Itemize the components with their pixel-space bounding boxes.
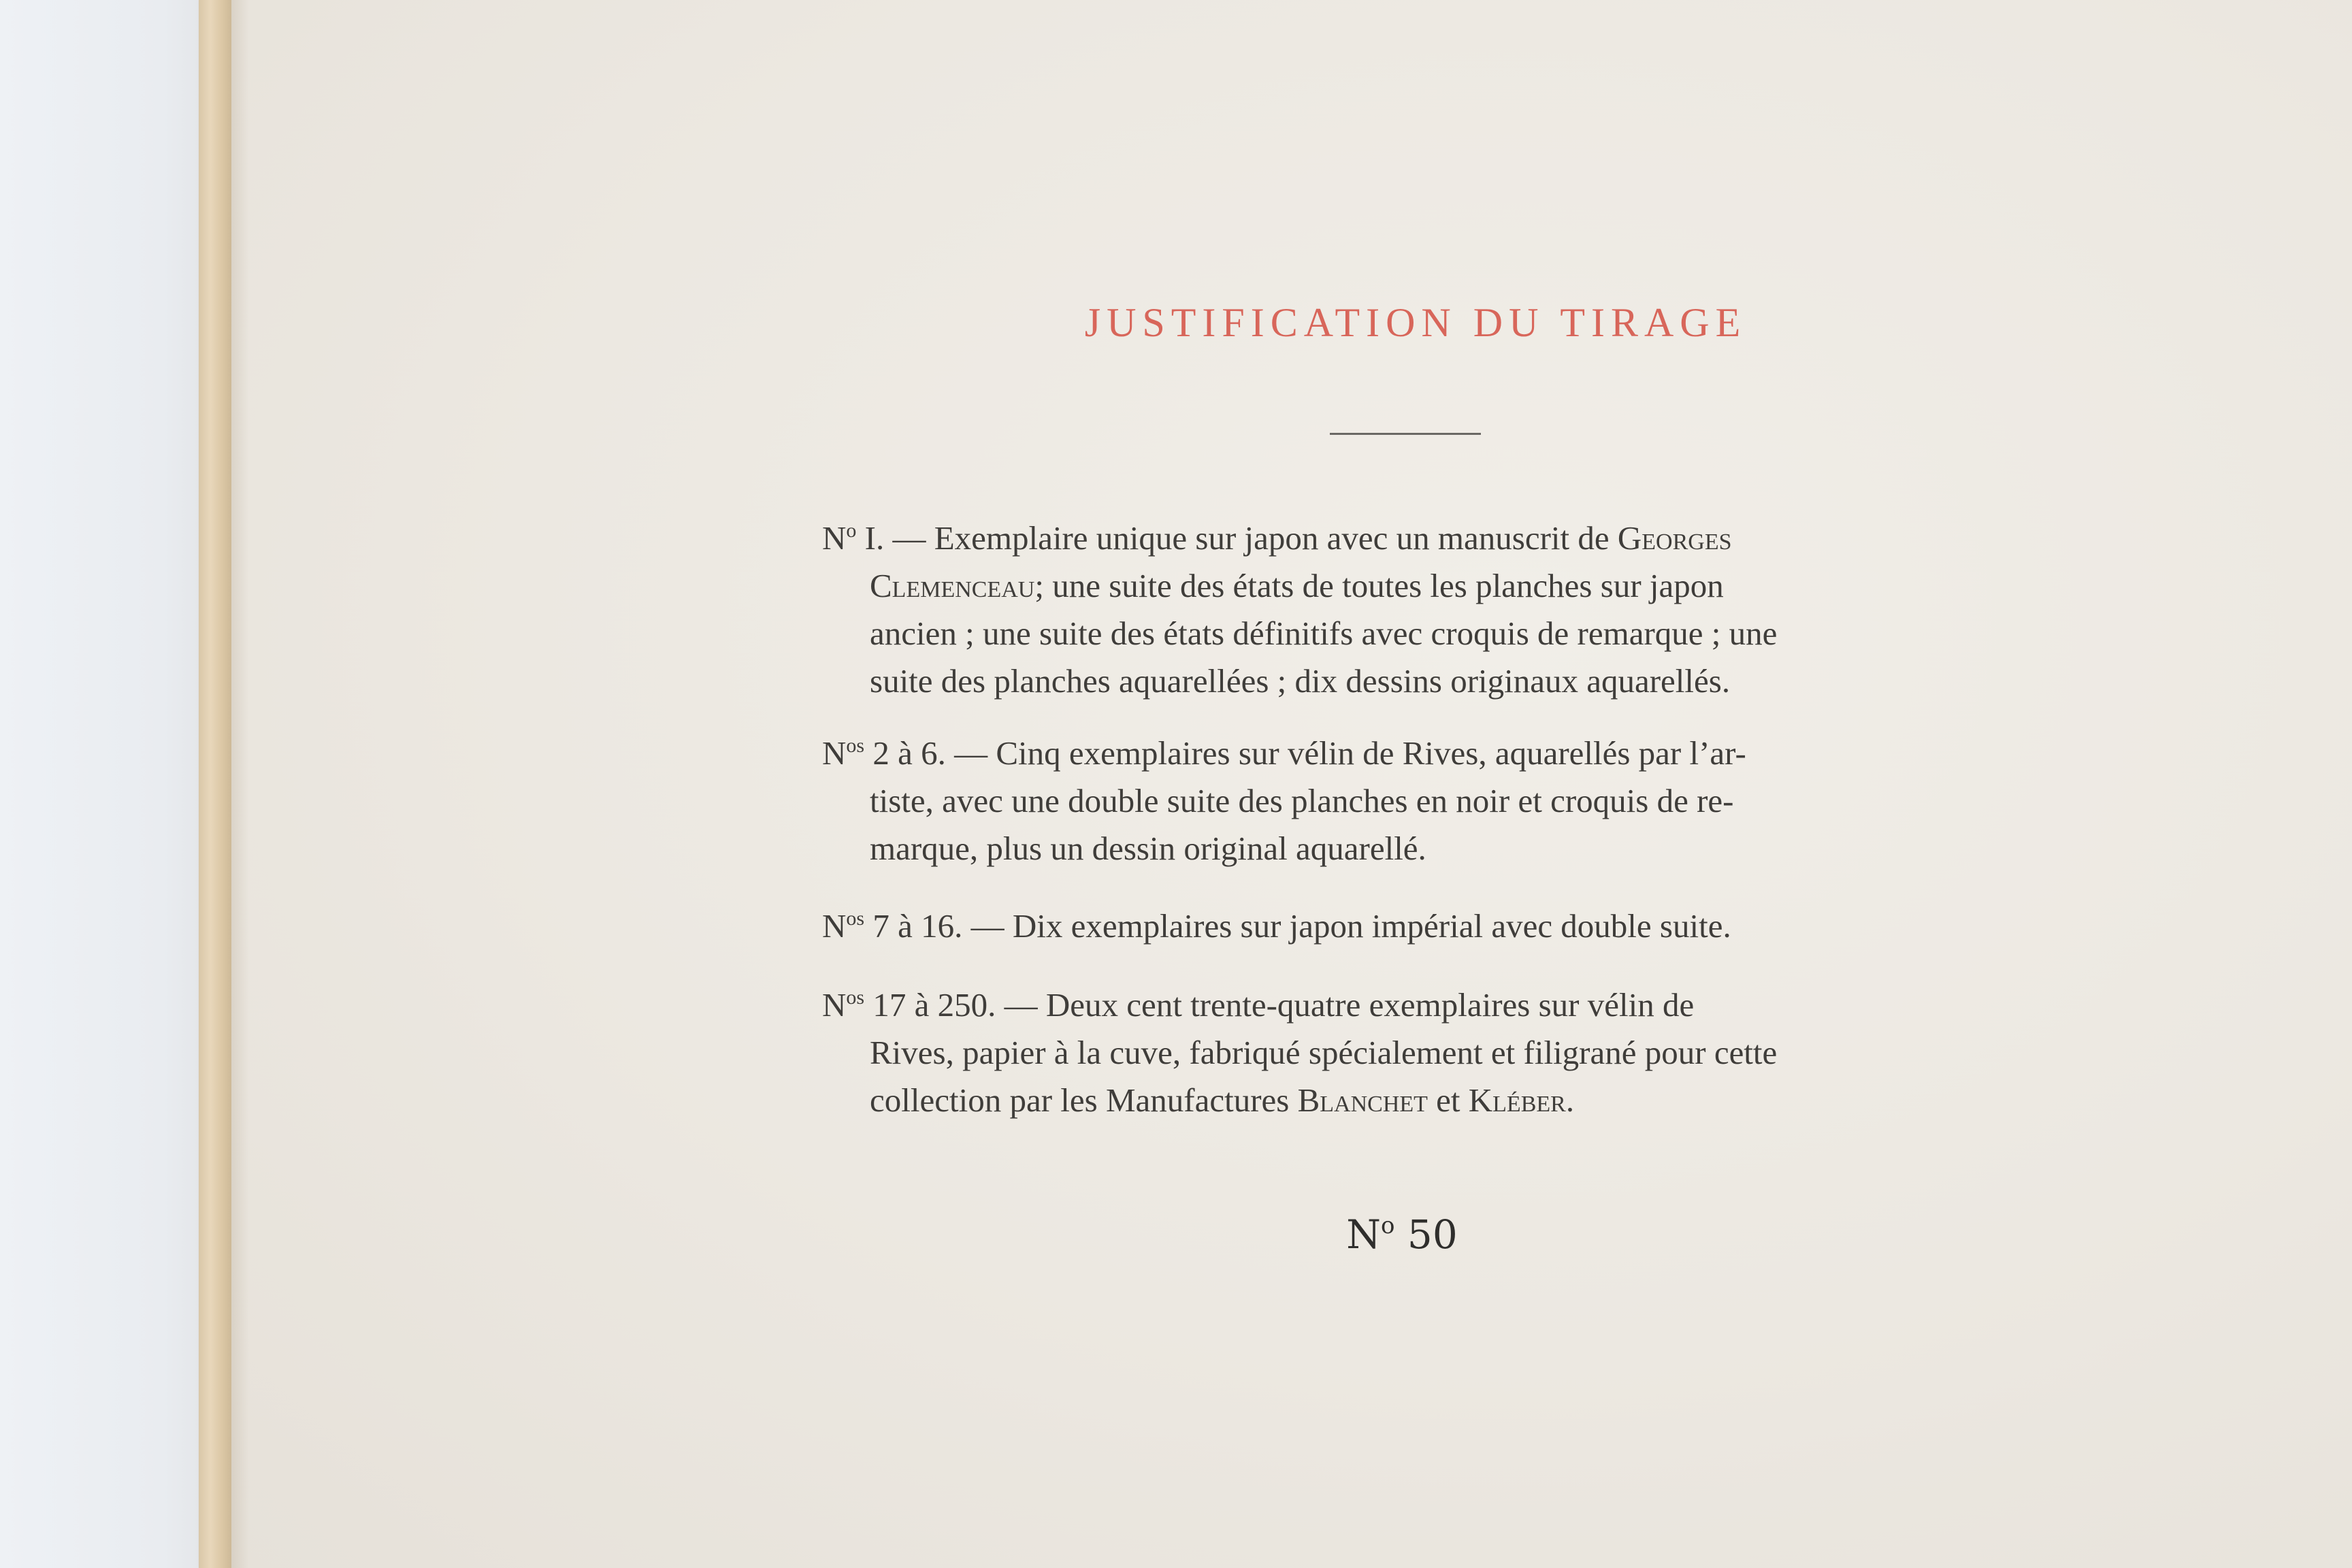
entry-text: collection par les Manufactures [870, 1081, 1298, 1119]
edition-entry-3 [822, 902, 2013, 950]
entry-line [822, 1029, 2013, 1077]
number-abbrev: N [822, 519, 847, 557]
entry-text: ; une suite des états de toutes les planches sur japon [1034, 567, 1724, 604]
edition-entry-1 [822, 514, 2013, 705]
divider-rule [1330, 433, 1481, 435]
entry-line [822, 825, 2013, 872]
entry-text: suite des planches aquarellées ; dix dessins originaux aquarellés. [870, 662, 1731, 700]
entry-text: I. — Exemplaire unique sur japon avec un manuscrit de [856, 519, 1618, 557]
entry-line [822, 777, 2013, 825]
number-abbrev: N [1346, 1211, 1381, 1258]
page-stack-edge [199, 0, 231, 1568]
entry-text: . [1565, 1081, 1575, 1119]
number-superscript: os [846, 986, 865, 1009]
entry-line [822, 902, 2013, 950]
entry-text: et [1427, 1081, 1469, 1119]
number-superscript: o [846, 519, 857, 542]
number-superscript: os [846, 907, 865, 930]
entry-text: 7 à 16. — Dix exemplaires sur japon impérial avec double suite. [864, 907, 1731, 945]
entry-line [822, 610, 2013, 657]
entry-text-smallcaps: Georges [1617, 519, 1732, 557]
entry-line [822, 562, 2013, 610]
copy-number [1211, 1211, 1592, 1258]
entry-line [822, 1077, 2013, 1124]
number-superscript: os [846, 734, 865, 757]
entry-text-smallcaps: Clemenceau [870, 567, 1035, 604]
number-abbrev: N [822, 734, 847, 772]
number-superscript: o [1381, 1212, 1395, 1239]
background-surface [0, 0, 204, 1568]
number-abbrev: N [822, 986, 847, 1024]
entry-text: Rives, papier à la cuve, fabriqué spécialement et filigrané pour cette [870, 1034, 1778, 1071]
entry-text: 17 à 250. — Deux cent trente-quatre exemplaires sur vélin de [864, 986, 1695, 1024]
entry-text: 2 à 6. — Cinq exemplaires sur vélin de Rives, aquarellés par l’ar- [864, 734, 1746, 772]
entry-line [822, 981, 2013, 1029]
page-fold-shadow [231, 0, 249, 1568]
entry-line [822, 514, 2013, 562]
entry-text-smallcaps: Kléber [1468, 1081, 1566, 1119]
entry-line [822, 657, 2013, 705]
copy-number-value: 50 [1394, 1211, 1458, 1258]
entry-line [822, 730, 2013, 777]
entry-text: marque, plus un dessin original aquarellé. [870, 830, 1426, 867]
entry-text: ancien ; une suite des états définitifs avec croquis de remarque ; une [870, 615, 1778, 652]
edition-entry-2 [822, 730, 2013, 872]
entry-text-smallcaps: Blanchet [1297, 1081, 1428, 1119]
edition-entry-4 [822, 981, 2013, 1124]
page-title: JUSTIFICATION DU TIRAGE [1084, 300, 1747, 345]
entry-text: tiste, avec une double suite des planches en noir et croquis de re- [870, 782, 1734, 819]
number-abbrev: N [822, 907, 847, 945]
